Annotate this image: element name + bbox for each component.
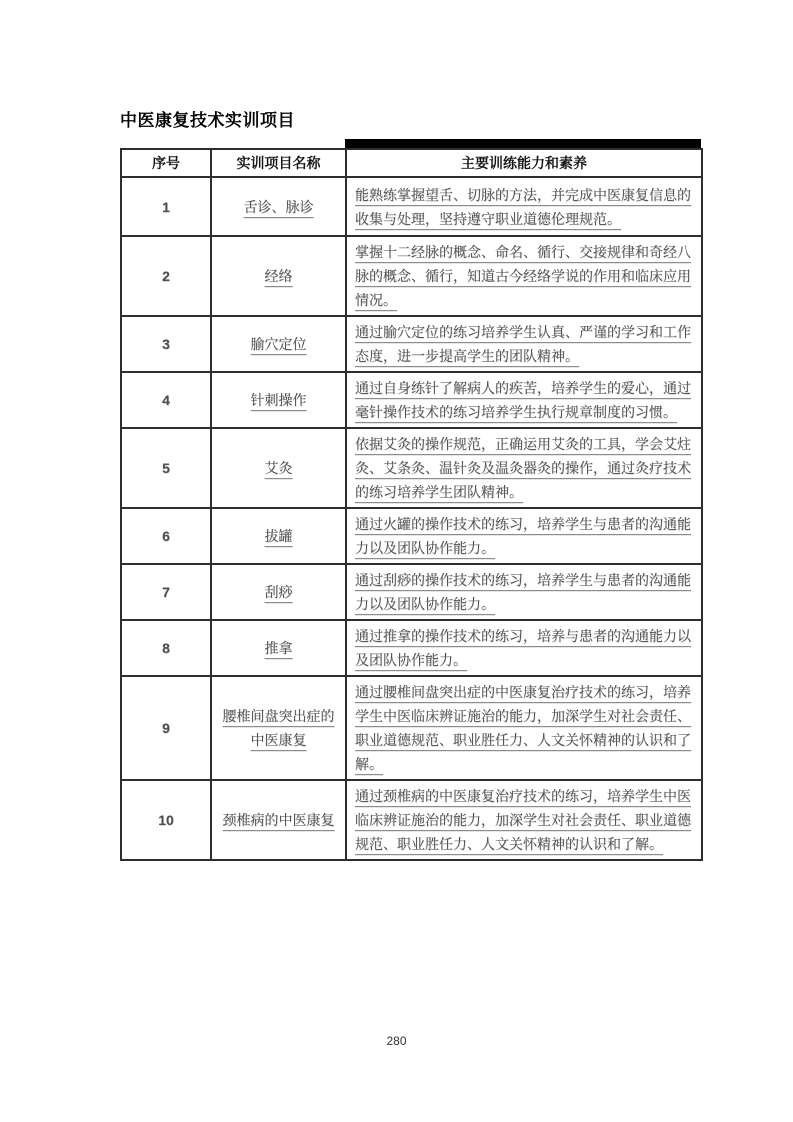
cell-no: 6 <box>121 508 211 564</box>
cell-no: 10 <box>121 780 211 860</box>
cell-description: 通过腧穴定位的练习培养学生认真、严谨的学习和工作态度，进一步提高学生的团队精神。 <box>346 316 702 372</box>
cell-description: 依据艾灸的操作规范，正确运用艾灸的工具，学会艾炷灸、艾条灸、温针灸及温灸器灸的操作，通过灸疗技术的练习培养学生团队精神。 <box>346 428 702 508</box>
table-header-row <box>121 149 702 177</box>
redacted-bar <box>345 139 701 148</box>
cell-description: 通过推拿的操作技术的练习，培养与患者的沟通能力以及团队协作能力。 <box>346 620 702 676</box>
cell-description: 掌握十二经脉的概念、命名、循行、交接规律和奇经八脉的概念、循行，知道古今经络学说的作用和临床应用情况。 <box>346 236 702 316</box>
cell-no: 1 <box>121 177 211 236</box>
header-name: 实训项目名称 <box>211 149 346 177</box>
table-row <box>121 508 702 564</box>
table-row <box>121 236 702 316</box>
table-row <box>121 620 702 676</box>
cell-no: 4 <box>121 372 211 428</box>
table-row <box>121 564 702 620</box>
table-row <box>121 428 702 508</box>
cell-no: 8 <box>121 620 211 676</box>
cell-project-name: 经络 <box>211 236 346 316</box>
cell-description: 通过颈椎病的中医康复治疗技术的练习，培养学生中医临床辨证施治的能力，加深学生对社会责任、职业道德规范、职业胜任力、人文关怀精神的认识和了解。 <box>346 780 702 860</box>
training-table-container <box>120 148 701 861</box>
table-row <box>121 372 702 428</box>
cell-project-name: 艾灸 <box>211 428 346 508</box>
cell-project-name: 腧穴定位 <box>211 316 346 372</box>
training-projects-table <box>120 148 703 861</box>
cell-no: 3 <box>121 316 211 372</box>
header-no: 序号 <box>121 149 211 177</box>
page-title: 中医康复技术实训项目 <box>120 111 295 130</box>
cell-description: 通过火罐的操作技术的练习，培养学生与患者的沟通能力以及团队协作能力。 <box>346 508 702 564</box>
cell-no: 2 <box>121 236 211 316</box>
cell-description: 通过刮痧的操作技术的练习，培养学生与患者的沟通能力以及团队协作能力。 <box>346 564 702 620</box>
table-row <box>121 316 702 372</box>
cell-project-name: 颈椎病的中医康复 <box>211 780 346 860</box>
cell-no: 9 <box>121 676 211 780</box>
cell-project-name: 推拿 <box>211 620 346 676</box>
header-desc: 主要训练能力和素养 <box>346 149 702 177</box>
table-row <box>121 780 702 860</box>
cell-no: 7 <box>121 564 211 620</box>
page-number: 280 <box>386 1034 407 1048</box>
cell-description: 通过腰椎间盘突出症的中医康复治疗技术的练习，培养学生中医临床辨证施治的能力，加深学生对社会责任、职业道德规范、职业胜任力、人文关怀精神的认识和了解。 <box>346 676 702 780</box>
table-row <box>121 676 702 780</box>
cell-description: 能熟练掌握望舌、切脉的方法，并完成中医康复信息的收集与处理，坚持遵守职业道德伦理规范。 <box>346 177 702 236</box>
cell-description: 通过自身练针了解病人的疾苦，培养学生的爱心，通过毫针操作技术的练习培养学生执行规章制度的习惯。 <box>346 372 702 428</box>
cell-no: 5 <box>121 428 211 508</box>
cell-project-name: 针刺操作 <box>211 372 346 428</box>
cell-project-name: 刮痧 <box>211 564 346 620</box>
table-row <box>121 177 702 236</box>
cell-project-name: 拔罐 <box>211 508 346 564</box>
cell-project-name: 腰椎间盘突出症的中医康复 <box>211 676 346 780</box>
cell-project-name: 舌诊、脉诊 <box>211 177 346 236</box>
